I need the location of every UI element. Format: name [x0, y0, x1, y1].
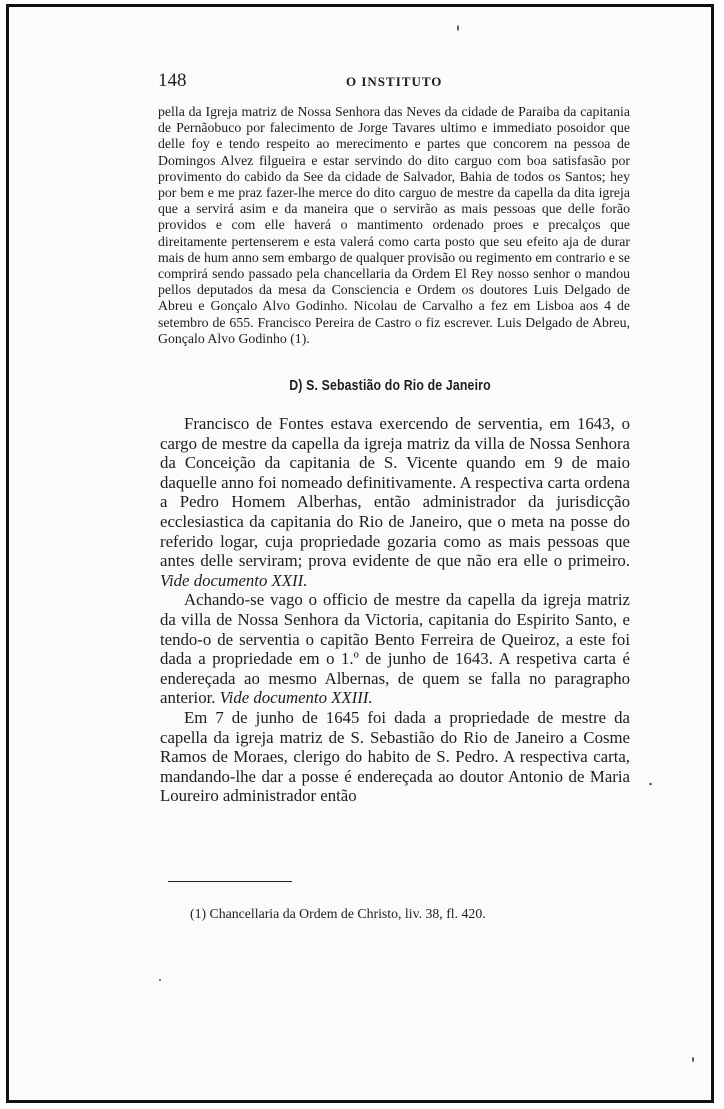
document-reference: Vide documento XXII.	[160, 570, 308, 590]
paragraph-text: Francisco de Fontes estava exercendo de serventia, em 1643, o cargo de mestre da capella da igreja matriz da villa de Nossa Senhora da Conceição da capitania de S. Vicente quando em 9 de maio daquelle anno foi nomeado definitivamente. A respectiva carta ordena a Pedro Homem Alberhas, então administrador da jurisdicção ecclesiastica da capitania do Rio de Janeiro, que o meta na posse do referido logar, cuja propriedade gozaria como as mais pessoas que antes delle serviram; prova evidente de que não era elle o primeiro.	[160, 414, 630, 571]
paragraph-text: Em 7 de junho de 1645 foi dada a propriedade de mestre da capella da igreja matriz de S. Sebastião do Rio de Janeiro a Cosme Ramos de Moraes, clerigo do habito de S. Pedro. A respectiva carta, mandando-lhe dar a posse é endereçada ao doutor Antonio de Maria Loureiro administrador então	[160, 707, 630, 806]
document-reference: Vide documento XXIII.	[219, 688, 373, 708]
paper-speck	[649, 783, 652, 785]
paper-speck	[457, 25, 459, 31]
body-text	[160, 414, 630, 806]
footnote: (1) Chancellaria da Ordem de Christo, liv. 38, fl. 420.	[190, 906, 486, 921]
paper-speck	[159, 979, 161, 981]
running-header	[150, 70, 630, 98]
running-title: O INSTITUTO	[346, 74, 443, 89]
book-page	[150, 70, 630, 806]
paragraph-text: Achando-se vago o officio de mestre da capella da igreja matriz da villa de Nossa Senhora da Victoria, capitania do Espirito Santo, e tendo-o de serventia o capitão Bento Ferreira de Queiroz, a este foi dada a propriedade em o 1.º de junho de 1643. A respetiva carta é endereçada ao mesmo Albernas, de quem se falla no paragrapho anterior.	[160, 590, 630, 708]
paper-speck	[692, 1057, 694, 1062]
footnote-divider	[168, 881, 292, 882]
continuation-paragraph: pella da Igreja matriz de Nossa Senhora das Neves da cidade de Paraiba da capitania de Pernãobuco por falecimento de Jorge Tavares ultimo e immediato posoidor que delle foy e tendo respeito ao merecimento e partes que concorem na pessoa de Domingos Alvez filgueira e estar servindo do dito carguo com boa satisfasão por provimento do cabido da See da cidade de Salvador, Bahia de todos os Santos; hey por bem e me praz fazer-lhe merce do dito carguo de mestre da capella da dita igreja que a servirá asim e da maneira que o servirão as mais pessoas que delle forão providos e com elle haverá o mantimento ordenado proes e precalços que direitamente pertenserem e esta valerá como carta posto que seu efeito aja de durar mais de hum anno sem embargo de qualquer provisão ou regimento em contrario e se comprirá sendo passado pela chancellaria da Ordem El Rey nosso senhor o mandou pellos deputados da mesa da Consciencia e Ordem os doutores Luis Delgado de Abreu e Gonçalo Alvo Godinho. Nicolau de Carvalho a fez em Lisboa aos 4 de setembro de 655. Francisco Pereira de Castro o fiz escrever. Luis Delgado de Abreu, Gonçalo Alvo Godinho (1).	[158, 104, 630, 346]
section-heading: D) S. Sebastião do Rio de Janeiro	[289, 377, 491, 395]
paragraph	[160, 708, 630, 806]
paragraph	[160, 590, 630, 708]
page-number: 148	[158, 70, 187, 91]
paragraph	[160, 414, 630, 590]
